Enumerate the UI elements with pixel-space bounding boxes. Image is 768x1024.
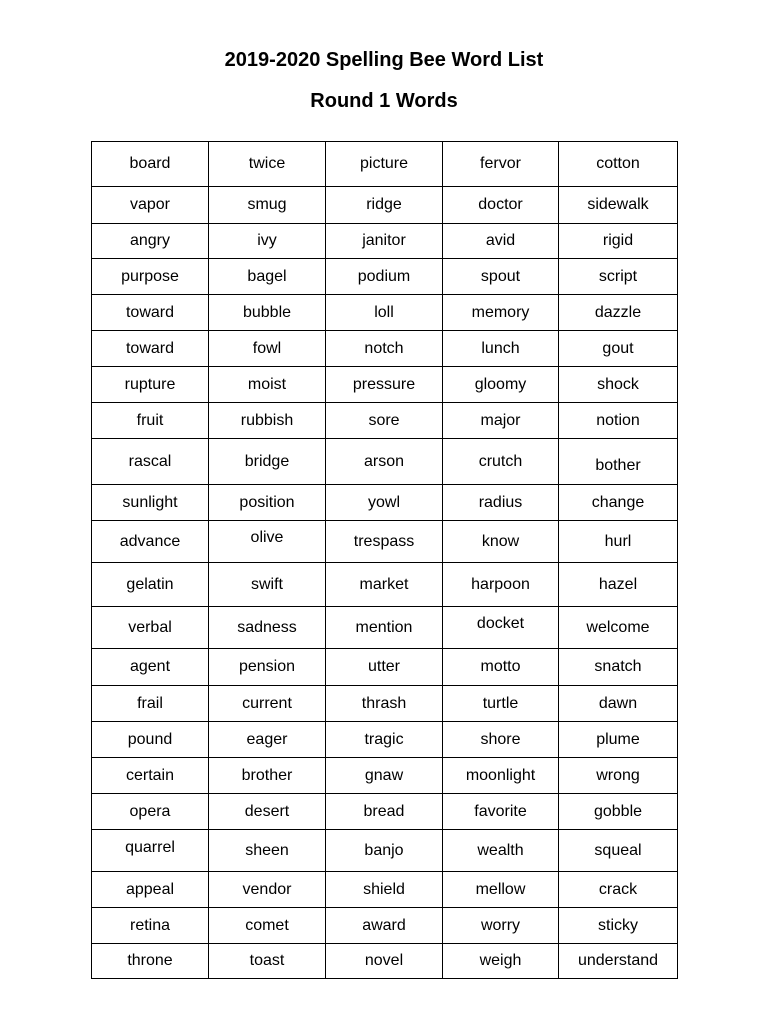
word-cell xyxy=(326,563,443,607)
word-text: opera xyxy=(129,802,171,820)
word-text: retina xyxy=(129,916,171,934)
word-cell xyxy=(559,686,678,722)
word-cell xyxy=(209,367,326,403)
word-cell xyxy=(443,142,559,187)
table-row xyxy=(92,485,678,521)
word-cell xyxy=(559,485,678,521)
word-cell xyxy=(559,142,678,187)
word-text: market xyxy=(359,575,409,593)
word-text: toast xyxy=(249,952,285,969)
word-text: crutch xyxy=(478,452,523,470)
word-cell xyxy=(209,485,326,521)
word-cell xyxy=(326,944,443,979)
word-text: moist xyxy=(247,375,287,393)
word-text: fervor xyxy=(480,155,521,172)
word-text: motto xyxy=(480,658,521,675)
word-cell xyxy=(443,722,559,758)
word-text: certain xyxy=(125,766,175,784)
word-cell xyxy=(443,944,559,979)
word-text: spout xyxy=(480,267,521,285)
word-cell xyxy=(559,563,678,607)
word-text: eager xyxy=(246,730,288,748)
word-cell xyxy=(559,872,678,908)
word-cell xyxy=(209,722,326,758)
word-text: pension xyxy=(238,658,296,675)
word-text: worry xyxy=(480,916,521,934)
table-row xyxy=(92,607,678,649)
word-cell xyxy=(92,908,209,944)
word-cell xyxy=(92,485,209,521)
word-text: brother xyxy=(241,766,293,784)
word-text: sore xyxy=(368,411,400,429)
word-cell xyxy=(326,686,443,722)
word-text: bread xyxy=(363,802,405,820)
word-cell xyxy=(92,563,209,607)
word-cell xyxy=(559,187,678,224)
word-cell xyxy=(209,649,326,686)
word-text: wrong xyxy=(596,766,640,784)
word-cell xyxy=(443,686,559,722)
word-cell xyxy=(326,872,443,908)
word-text: appeal xyxy=(125,880,175,898)
word-text: rupture xyxy=(124,375,176,393)
word-text: plume xyxy=(596,730,640,748)
word-text: hazel xyxy=(598,575,638,593)
word-cell xyxy=(559,722,678,758)
word-text: notch xyxy=(364,339,404,357)
word-cell xyxy=(443,259,559,295)
word-cell xyxy=(326,485,443,521)
word-cell xyxy=(443,563,559,607)
word-text: doctor xyxy=(478,196,523,213)
word-text: memory xyxy=(471,303,530,321)
word-text: advance xyxy=(119,532,181,550)
word-cell xyxy=(92,872,209,908)
word-text: comet xyxy=(245,916,289,934)
word-text: fowl xyxy=(252,339,282,357)
table-row xyxy=(92,722,678,758)
word-text: desert xyxy=(244,802,290,820)
word-text: welcome xyxy=(586,618,650,636)
word-text: avid xyxy=(485,232,516,249)
word-text: toward xyxy=(125,339,175,357)
table-row xyxy=(92,872,678,908)
word-cell xyxy=(443,403,559,439)
word-text: yowl xyxy=(367,493,400,511)
table-row xyxy=(92,142,678,187)
word-text: favorite xyxy=(474,802,527,820)
table-row xyxy=(92,259,678,295)
word-cell xyxy=(559,649,678,686)
word-cell xyxy=(326,794,443,830)
table-row xyxy=(92,830,678,872)
word-text: smug xyxy=(247,196,287,213)
page-subtitle: Round 1 Words xyxy=(310,90,458,112)
word-text: mention xyxy=(355,618,413,636)
word-text: position xyxy=(239,493,295,511)
word-cell xyxy=(92,794,209,830)
word-cell xyxy=(326,142,443,187)
word-cell xyxy=(92,686,209,722)
word-cell xyxy=(443,295,559,331)
word-cell xyxy=(559,830,678,872)
word-cell xyxy=(92,722,209,758)
word-cell xyxy=(209,187,326,224)
word-cell xyxy=(326,403,443,439)
word-text: board xyxy=(129,155,171,172)
table-row xyxy=(92,331,678,367)
page-title: 2019-2020 Spelling Bee Word List xyxy=(224,49,544,71)
word-cell xyxy=(209,439,326,485)
word-cell xyxy=(209,403,326,439)
word-cell xyxy=(443,908,559,944)
word-cell xyxy=(443,830,559,872)
word-cell xyxy=(443,331,559,367)
word-cell xyxy=(209,794,326,830)
word-text: gnaw xyxy=(364,766,404,784)
word-text: hurl xyxy=(604,532,632,550)
word-cell xyxy=(559,259,678,295)
word-cell xyxy=(92,439,209,485)
word-text: thrash xyxy=(361,694,407,712)
word-text: ivy xyxy=(257,232,277,249)
word-text: loll xyxy=(374,303,394,321)
word-cell xyxy=(92,521,209,563)
word-text: twice xyxy=(248,155,286,172)
word-text: change xyxy=(591,493,645,511)
word-cell xyxy=(209,521,326,563)
word-text: angry xyxy=(129,232,171,249)
word-cell xyxy=(326,649,443,686)
table-row xyxy=(92,944,678,979)
word-text: verbal xyxy=(128,618,172,636)
table-row xyxy=(92,224,678,259)
word-text: shock xyxy=(597,375,639,393)
word-text: olive xyxy=(250,528,284,546)
word-cell xyxy=(443,439,559,485)
word-text: gout xyxy=(602,339,634,357)
word-table-body xyxy=(92,142,678,979)
word-text: swift xyxy=(251,575,283,593)
word-cell xyxy=(559,944,678,979)
word-cell xyxy=(443,187,559,224)
word-text: wealth xyxy=(477,841,524,859)
word-text: know xyxy=(481,532,520,550)
word-text: pressure xyxy=(352,375,416,393)
word-text: snatch xyxy=(594,658,642,675)
word-text: award xyxy=(362,916,406,934)
word-text: gelatin xyxy=(126,575,174,593)
word-cell xyxy=(92,187,209,224)
word-cell xyxy=(209,259,326,295)
word-text: novel xyxy=(364,952,404,969)
word-text: crack xyxy=(598,880,638,898)
word-text: sticky xyxy=(598,916,638,934)
word-cell xyxy=(559,224,678,259)
word-text: vendor xyxy=(242,880,292,898)
word-text: bridge xyxy=(244,452,290,470)
word-text: shield xyxy=(363,880,405,898)
word-cell xyxy=(92,607,209,649)
word-cell xyxy=(92,224,209,259)
word-cell xyxy=(559,607,678,649)
word-text: shore xyxy=(480,730,521,748)
word-cell xyxy=(559,331,678,367)
word-cell xyxy=(326,367,443,403)
word-text: purpose xyxy=(121,267,179,285)
word-text: vapor xyxy=(129,196,171,213)
word-text: script xyxy=(598,267,638,285)
word-text: understand xyxy=(577,952,659,969)
word-cell xyxy=(559,521,678,563)
word-cell xyxy=(209,758,326,794)
word-text: rigid xyxy=(602,232,634,249)
word-cell xyxy=(209,224,326,259)
word-text: current xyxy=(242,694,292,712)
word-text: rascal xyxy=(128,452,172,470)
word-cell xyxy=(326,187,443,224)
word-cell xyxy=(209,142,326,187)
word-text: throne xyxy=(127,952,173,969)
table-row xyxy=(92,439,678,485)
word-cell xyxy=(326,331,443,367)
word-text: trespass xyxy=(353,532,415,550)
word-text: lunch xyxy=(481,339,520,357)
word-cell xyxy=(209,686,326,722)
word-cell xyxy=(326,830,443,872)
word-text: sunlight xyxy=(122,493,178,511)
word-text: turtle xyxy=(482,694,519,712)
word-text: gobble xyxy=(593,802,643,820)
word-text: harpoon xyxy=(471,575,530,593)
word-cell xyxy=(443,649,559,686)
table-row xyxy=(92,187,678,224)
table-row xyxy=(92,758,678,794)
word-cell xyxy=(209,331,326,367)
word-cell xyxy=(209,563,326,607)
word-cell xyxy=(92,295,209,331)
word-cell xyxy=(326,908,443,944)
word-cell xyxy=(92,403,209,439)
word-cell xyxy=(443,872,559,908)
word-table xyxy=(91,141,678,979)
word-text: agent xyxy=(129,658,171,675)
word-text: sheen xyxy=(245,841,289,859)
word-cell xyxy=(443,758,559,794)
word-text: tragic xyxy=(364,730,404,748)
word-cell xyxy=(326,439,443,485)
word-cell xyxy=(326,295,443,331)
word-cell xyxy=(209,607,326,649)
word-cell xyxy=(443,224,559,259)
table-row xyxy=(92,649,678,686)
word-cell xyxy=(559,295,678,331)
table-row xyxy=(92,521,678,563)
word-cell xyxy=(443,607,559,649)
word-cell xyxy=(559,367,678,403)
word-cell xyxy=(92,367,209,403)
word-text: banjo xyxy=(364,841,404,859)
word-text: pound xyxy=(127,730,173,748)
word-cell xyxy=(559,794,678,830)
word-text: bagel xyxy=(247,267,287,285)
word-cell xyxy=(92,142,209,187)
word-text: sadness xyxy=(237,618,297,636)
word-text: radius xyxy=(478,493,523,511)
word-cell xyxy=(92,649,209,686)
word-cell xyxy=(443,367,559,403)
word-text: picture xyxy=(359,155,409,172)
table-row xyxy=(92,794,678,830)
word-text: fruit xyxy=(136,411,164,429)
word-cell xyxy=(326,521,443,563)
word-text: frail xyxy=(137,694,163,712)
word-cell xyxy=(443,794,559,830)
word-cell xyxy=(443,521,559,563)
word-cell xyxy=(559,439,678,485)
table-row xyxy=(92,295,678,331)
word-cell xyxy=(326,607,443,649)
word-text: dawn xyxy=(598,694,638,712)
word-cell xyxy=(92,944,209,979)
word-text: mellow xyxy=(475,880,526,898)
word-text: moonlight xyxy=(465,766,536,784)
word-text: notion xyxy=(596,411,640,429)
word-cell xyxy=(209,295,326,331)
word-text: podium xyxy=(357,267,411,285)
table-row xyxy=(92,403,678,439)
word-text: docket xyxy=(476,614,525,632)
word-text: ridge xyxy=(366,196,402,213)
word-text: squeal xyxy=(594,841,642,859)
word-cell xyxy=(326,722,443,758)
table-row xyxy=(92,908,678,944)
word-text: arson xyxy=(363,452,405,470)
word-cell xyxy=(443,485,559,521)
table-row xyxy=(92,563,678,607)
word-text: janitor xyxy=(362,232,406,249)
word-cell xyxy=(92,259,209,295)
word-text: cotton xyxy=(596,155,640,172)
word-cell xyxy=(209,872,326,908)
word-text: toward xyxy=(125,303,175,321)
word-text: bubble xyxy=(242,303,292,321)
word-text: major xyxy=(480,411,521,429)
word-cell xyxy=(326,758,443,794)
word-cell xyxy=(209,830,326,872)
word-text: bother xyxy=(595,456,641,474)
word-cell xyxy=(559,403,678,439)
word-cell xyxy=(559,758,678,794)
word-cell xyxy=(92,331,209,367)
word-text: weigh xyxy=(479,952,522,969)
word-cell xyxy=(559,908,678,944)
word-text: quarrel xyxy=(125,838,175,856)
table-row xyxy=(92,367,678,403)
word-text: dazzle xyxy=(594,303,642,321)
word-cell xyxy=(326,224,443,259)
word-cell xyxy=(326,259,443,295)
word-cell xyxy=(209,908,326,944)
word-text: gloomy xyxy=(474,375,527,393)
word-cell xyxy=(92,830,209,872)
word-text: rubbish xyxy=(240,411,294,429)
word-cell xyxy=(92,758,209,794)
word-text: utter xyxy=(367,658,400,675)
table-row xyxy=(92,686,678,722)
word-cell xyxy=(209,944,326,979)
word-text: sidewalk xyxy=(587,196,649,213)
